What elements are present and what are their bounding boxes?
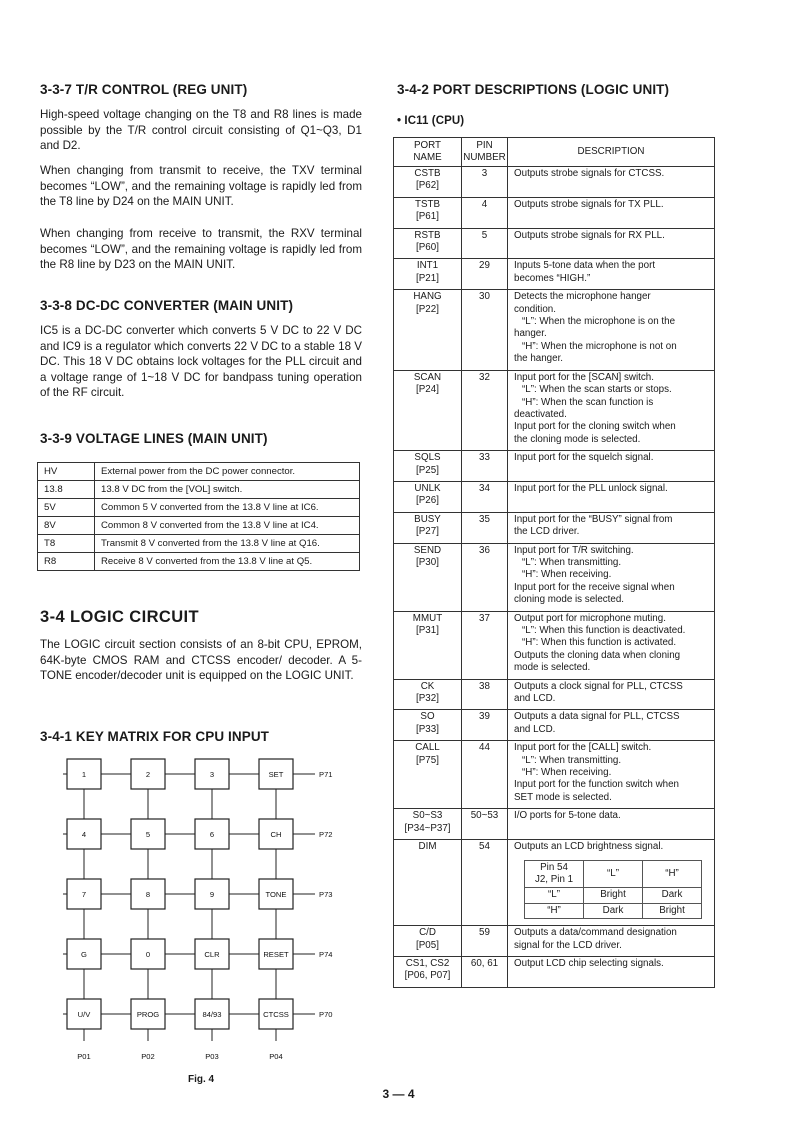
description-line: cloning mode is selected.: [514, 594, 625, 606]
table-row: [38, 499, 360, 517]
port-name: [P22]: [416, 303, 439, 315]
pin-number: 32: [462, 370, 508, 450]
voltage-line-description: Receive 8 V converted from the 13.8 V line at Q5.: [95, 553, 360, 571]
port-name: [P21]: [416, 272, 439, 284]
description-line: the cloning mode is selected.: [514, 433, 641, 445]
key-label: SET: [268, 770, 284, 779]
port-name: C/D: [419, 927, 436, 939]
corner-label: J2, Pin 1: [534, 873, 574, 885]
port-description-cell: [508, 679, 715, 710]
port-name-cell: [394, 741, 462, 809]
brightness-value: Bright: [584, 888, 643, 903]
description-line: Input port for T/R switching.: [514, 544, 634, 556]
port-name: UNLK: [414, 482, 441, 494]
pin-number: 36: [462, 543, 508, 611]
description-line: deactivated.: [514, 408, 567, 420]
port-name: TSTB: [414, 198, 441, 210]
pin-number: 38: [462, 679, 508, 710]
port-description-cell: [508, 840, 715, 926]
voltage-line-name: 13.8: [38, 481, 95, 499]
description-line: “L”: When the microphone is on the: [522, 316, 676, 328]
table-row: [394, 167, 715, 198]
description-line: Input port for the squelch signal.: [514, 452, 654, 464]
table-row: [394, 451, 715, 482]
section-3-3-8-title: 3-3-8 DC-DC CONVERTER (MAIN UNIT): [40, 298, 294, 313]
pin-number: 30: [462, 290, 508, 370]
description-line: Outputs strobe signals for CTCSS.: [514, 168, 665, 179]
description-line: Output port for microphone muting.: [514, 612, 666, 624]
table-row: [394, 809, 715, 840]
port-name-cell: [394, 259, 462, 290]
table-row: [394, 741, 715, 809]
port-name: [P25]: [416, 464, 439, 476]
description-line: Input port for the PLL unlock signal.: [514, 482, 668, 494]
description-line: Inputs 5-tone data when the port: [514, 260, 656, 272]
voltage-lines-table: [37, 462, 360, 571]
description-line: “L”: When transmitting.: [522, 754, 622, 766]
header-pin-number: PIN NUMBER: [462, 138, 508, 167]
key-label: G: [81, 950, 87, 959]
description-line: and LCD.: [514, 723, 556, 735]
description-line: Input port for the cloning switch when: [514, 421, 676, 433]
key-label: CH: [270, 830, 282, 839]
section-3-4-paragraph: The LOGIC circuit section consists of an 8-bit CPU, EPROM, 64K-byte CMOS RAM and CTCSS encoder/ decoder. A 5-TONE encoder/decoder unit is equipped on the LOGIC UNIT.: [40, 638, 362, 682]
key-label: TONE: [265, 890, 287, 899]
description-line: Output LCD chip selecting signals.: [514, 957, 664, 969]
ic11-cpu-subtitle: • IC11 (CPU): [397, 115, 465, 127]
table-row: [394, 611, 715, 679]
port-description-cell: [508, 451, 715, 482]
voltage-line-name: 8V: [38, 517, 95, 535]
key-label: 2: [145, 770, 151, 779]
table-row: [394, 290, 715, 370]
port-name-cell: [394, 710, 462, 741]
brightness-row-header: “H”: [525, 903, 584, 918]
description-line: Input port for the [SCAN] switch.: [514, 371, 654, 383]
port-name: [P05]: [416, 939, 439, 951]
table-row: [38, 481, 360, 499]
port-description-cell: [508, 167, 715, 198]
column-port-label: P03: [205, 1052, 219, 1061]
port-name-cell: [394, 956, 462, 987]
port-description-cell: [508, 710, 715, 741]
port-name: [P24]: [416, 384, 439, 396]
port-name-cell: [394, 167, 462, 198]
key-label: 3: [209, 770, 215, 779]
port-name: SEND: [413, 544, 442, 556]
table-row: [394, 710, 715, 741]
table-row: [38, 553, 360, 571]
voltage-line-description: Transmit 8 V converted from the 13.8 V line at Q16.: [95, 535, 360, 553]
voltage-line-name: 5V: [38, 499, 95, 517]
key-label: 84/93: [202, 1010, 222, 1019]
brightness-value: Dark: [584, 903, 643, 918]
description-line: “H”: When receiving.: [522, 569, 612, 581]
brightness-corner-cell: [525, 860, 584, 888]
table-header-row: [394, 138, 715, 167]
table-row: [394, 679, 715, 710]
voltage-line-description: Common 5 V converted from the 13.8 V line at IC6.: [95, 499, 360, 517]
voltage-line-name: T8: [38, 535, 95, 553]
pin-number: 60, 61: [462, 956, 508, 987]
header-port-name: PORT NAME: [394, 138, 462, 167]
table-row: [38, 463, 360, 481]
port-name-cell: [394, 809, 462, 840]
port-description-cell: [508, 290, 715, 370]
port-name: [P31]: [416, 625, 439, 636]
lcd-brightness-table: [524, 860, 702, 920]
port-description-cell: [508, 481, 715, 512]
port-name: [P30]: [416, 556, 439, 568]
pin-number: 29: [462, 259, 508, 290]
figure-caption: Fig. 4: [188, 1074, 215, 1085]
section-3-3-7-paragraph-2: When changing from transmit to receive, the TXV terminal becomes “LOW”, and the remaining voltage is rapidly led from the T8 line by D24 on the MAIN UNIT.: [40, 164, 362, 208]
row-port-label: P72: [319, 830, 333, 839]
port-name: DIM: [394, 840, 462, 926]
port-description-cell: [508, 741, 715, 809]
key-matrix-diagram: [40, 757, 345, 1072]
table-row: [525, 888, 702, 903]
pin-number: 4: [462, 197, 508, 228]
description-line: becomes “HIGH.”: [514, 272, 591, 284]
section-3-4-title: 3-4 LOGIC CIRCUIT: [40, 608, 199, 626]
description-line: “L”: When the scan starts or stops.: [522, 384, 672, 396]
pin-number: 54: [462, 840, 508, 926]
description-line: “H”: When the microphone is not on: [522, 340, 677, 352]
table-row: [525, 903, 702, 918]
description-line: “L”: When this function is deactivated.: [522, 625, 686, 636]
port-name: [P26]: [416, 495, 439, 507]
table-row: [394, 228, 715, 259]
port-description-cell: [508, 809, 715, 840]
pin-number: 37: [462, 611, 508, 679]
table-row: [525, 860, 702, 888]
port-name: CALL: [415, 742, 440, 754]
description-line: and LCD.: [514, 693, 556, 705]
key-label: CTCSS: [263, 1010, 289, 1019]
table-row: [394, 370, 715, 450]
key-label: PROG: [136, 1010, 160, 1019]
description-line: condition.: [514, 303, 556, 315]
port-name: [P33]: [416, 723, 439, 735]
description-line: “L”: When transmitting.: [522, 556, 622, 568]
row-port-label: P70: [319, 1010, 333, 1019]
port-name: [P75]: [416, 754, 439, 766]
port-name: CK: [420, 680, 435, 692]
port-name-cell: [394, 481, 462, 512]
voltage-line-description: Common 8 V converted from the 13.8 V line at IC4.: [95, 517, 360, 535]
port-description-cell: [508, 543, 715, 611]
key-label: 0: [145, 950, 151, 959]
table-row: [394, 197, 715, 228]
table-row: [394, 481, 715, 512]
port-name-cell: [394, 197, 462, 228]
description-line: hanger.: [514, 328, 547, 340]
port-descriptions-table: [393, 137, 715, 988]
port-description-cell: [508, 370, 715, 450]
section-3-3-7-paragraph-1: High-speed voltage changing on the T8 and R8 lines is made possible by the T/R control circuit consisting of Q1~Q3, D1 and D2.: [40, 108, 362, 152]
port-name: [P34~P37]: [404, 822, 451, 834]
port-description-cell: [508, 197, 715, 228]
port-name-cell: [394, 451, 462, 482]
port-description-cell: [508, 611, 715, 679]
table-row: [394, 926, 715, 957]
description-line: the LCD driver.: [514, 526, 580, 538]
port-name: SO: [420, 711, 435, 723]
key-label: 9: [209, 890, 215, 899]
pin-number: 44: [462, 741, 508, 809]
port-name: SCAN: [413, 371, 442, 383]
section-3-4-1-title: 3-4-1 KEY MATRIX FOR CPU INPUT: [40, 729, 270, 744]
table-row: [394, 543, 715, 611]
port-name: [P61]: [416, 211, 439, 223]
port-name: [P27]: [416, 526, 439, 538]
description-line: signal for the LCD driver.: [514, 939, 622, 951]
section-3-3-9-title: 3-3-9 VOLTAGE LINES (MAIN UNIT): [40, 431, 268, 446]
column-port-label: P02: [141, 1052, 155, 1061]
port-name: S0~S3: [412, 810, 443, 822]
key-label: 6: [209, 830, 215, 839]
port-name-cell: [394, 611, 462, 679]
description-line: Input port for the function switch when: [514, 779, 680, 791]
section-3-3-8-paragraph: IC5 is a DC-DC converter which converts 5 V DC to 22 V DC and IC9 is a regulator which converts 22 V DC to a stable 18 V DC. This 18 V DC obtains lock voltages for the PLL circuit and a voltage range of 1~18 V DC for bandpass tuning operation of the RF circuit.: [40, 324, 362, 399]
description-line: Outputs a data/command designation: [514, 927, 677, 939]
description-line: Outputs the cloning data when cloning: [514, 649, 681, 661]
table-row: [394, 512, 715, 543]
brightness-value: Dark: [643, 888, 702, 903]
description-line: SET mode is selected.: [514, 791, 612, 803]
description-line: Outputs a clock signal for PLL, CTCSS: [514, 680, 683, 692]
port-description-cell: [508, 926, 715, 957]
port-name: CS1, CS2: [405, 957, 450, 969]
column-port-label: P04: [269, 1052, 283, 1061]
pin-number: 3: [462, 167, 508, 198]
row-port-label: P73: [319, 890, 333, 899]
port-name: [P32]: [416, 693, 439, 705]
key-label: 4: [81, 830, 87, 839]
description-line: Outputs strobe signals for RX PLL.: [514, 229, 665, 241]
key-label: 8: [145, 890, 151, 899]
port-name: [P06, P07]: [404, 970, 451, 982]
key-label: 5: [145, 830, 151, 839]
port-description-cell: [508, 228, 715, 259]
table-row: [38, 517, 360, 535]
description-line: “H”: When this function is activated.: [522, 637, 677, 649]
section-3-4-2-title: 3-4-2 PORT DESCRIPTIONS (LOGIC UNIT): [397, 82, 670, 97]
pin-number: 5: [462, 228, 508, 259]
table-row: [38, 535, 360, 553]
port-name-cell: [394, 370, 462, 450]
port-name: MMUT: [412, 612, 443, 624]
row-port-label: P74: [319, 950, 333, 959]
port-name: HANG: [413, 291, 442, 303]
brightness-column-header: “L”: [584, 860, 643, 888]
description-line: “H”: When the scan function is: [522, 396, 654, 408]
description-line: Outputs an LCD brightness signal.: [514, 841, 664, 853]
brightness-row-header: “L”: [525, 888, 584, 903]
header-description: DESCRIPTION: [508, 138, 715, 167]
pin-number: 59: [462, 926, 508, 957]
key-label: 7: [81, 890, 87, 899]
port-description-cell: [508, 956, 715, 987]
port-name: CSTB: [414, 168, 441, 179]
page-number: 3 — 4: [382, 1087, 415, 1101]
description-line: the hanger.: [514, 353, 564, 365]
table-row: [394, 956, 715, 987]
corner-label: Pin 54: [540, 861, 568, 873]
description-line: Input port for the “BUSY” signal from: [514, 513, 673, 525]
port-name-cell: [394, 543, 462, 611]
description-line: Detects the microphone hanger: [514, 291, 651, 303]
port-name-cell: [394, 926, 462, 957]
pin-number: 35: [462, 512, 508, 543]
pin-number: 39: [462, 710, 508, 741]
brightness-column-header: “H”: [643, 860, 702, 888]
row-port-label: P71: [319, 770, 333, 779]
port-description-cell: [508, 512, 715, 543]
port-name: SQLS: [414, 452, 441, 464]
pin-number: 33: [462, 451, 508, 482]
description-line: Input port for the receive signal when: [514, 581, 675, 593]
brightness-value: Bright: [643, 903, 702, 918]
voltage-line-name: HV: [38, 463, 95, 481]
description-line: I/O ports for 5-tone data.: [514, 810, 621, 822]
port-name: RSTB: [414, 229, 441, 241]
voltage-line-description: 13.8 V DC from the [VOL] switch.: [95, 481, 360, 499]
description-line: Outputs a data signal for PLL, CTCSS: [514, 711, 680, 723]
key-label: RESET: [263, 950, 289, 959]
port-name: INT1: [416, 260, 439, 272]
pin-number: 34: [462, 481, 508, 512]
table-row: [394, 259, 715, 290]
description-line: Outputs strobe signals for TX PLL.: [514, 198, 664, 210]
voltage-line-description: External power from the DC power connector.: [95, 463, 360, 481]
column-port-label: P01: [77, 1052, 91, 1061]
port-name-cell: [394, 679, 462, 710]
port-name-cell: [394, 290, 462, 370]
port-name: BUSY: [414, 513, 441, 525]
section-3-3-7-paragraph-3: When changing from receive to transmit, the RXV terminal becomes “LOW”, and the remaining voltage is rapidly led from the R8 line by D23 on the MAIN UNIT.: [40, 227, 362, 271]
table-row: [394, 840, 715, 926]
port-description-cell: [508, 259, 715, 290]
description-line: Input port for the [CALL] switch.: [514, 742, 652, 754]
section-3-3-7-title: 3-3-7 T/R CONTROL (REG UNIT): [40, 82, 248, 97]
key-label: CLR: [204, 950, 220, 959]
port-name-cell: [394, 512, 462, 543]
port-name-cell: [394, 228, 462, 259]
description-line: “H”: When receiving.: [522, 767, 612, 779]
voltage-line-name: R8: [38, 553, 95, 571]
key-label: 1: [81, 770, 87, 779]
port-name: [P62]: [416, 180, 439, 192]
description-line: mode is selected.: [514, 662, 591, 674]
pin-number: 50~53: [462, 809, 508, 840]
key-label: U/V: [77, 1010, 91, 1019]
port-name: [P60]: [416, 242, 439, 254]
